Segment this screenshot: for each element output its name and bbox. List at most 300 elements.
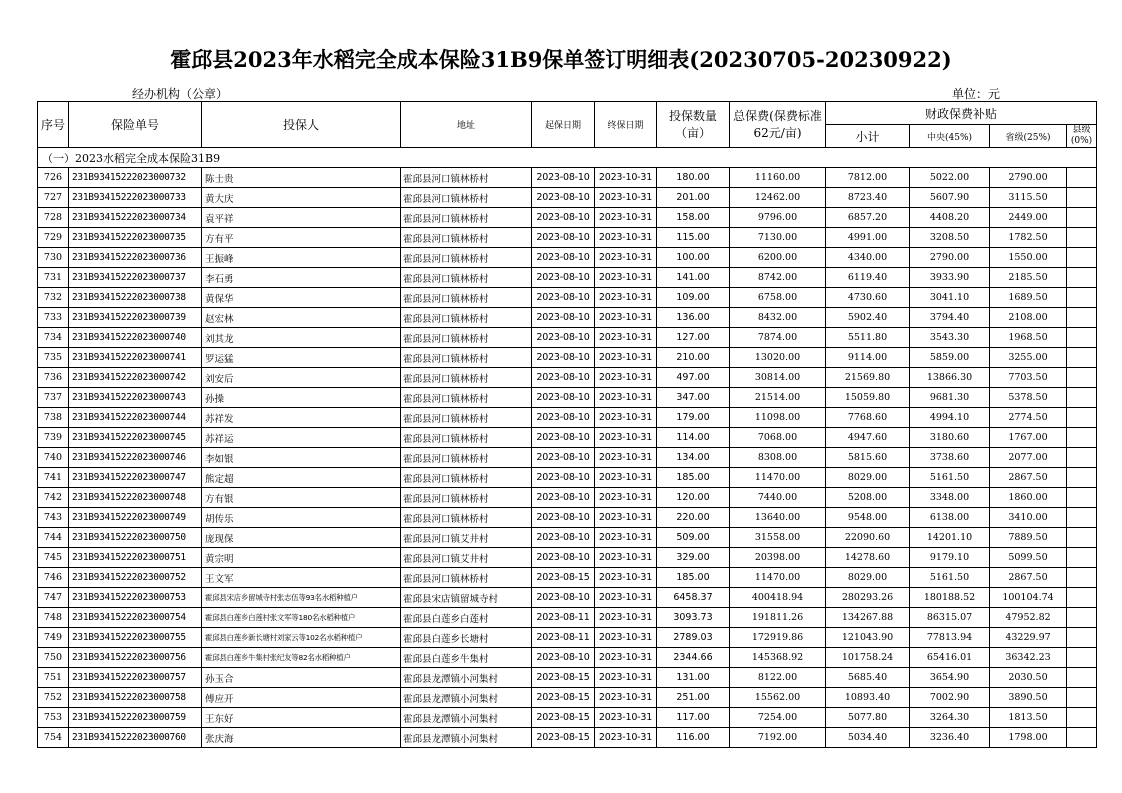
cell-provincial: 1860.00	[990, 488, 1067, 508]
table-row	[38, 188, 1097, 208]
cell-quantity: 134.00	[657, 448, 730, 468]
cell-premium: 7254.00	[730, 708, 826, 728]
cell-premium: 8122.00	[730, 668, 826, 688]
cell-address: 霍邱县河口镇林桥村	[401, 308, 532, 328]
cell-subtotal: 5685.40	[826, 668, 910, 688]
cell-end-date: 2023-10-31	[595, 508, 657, 528]
cell-premium: 7192.00	[730, 728, 826, 748]
cell-seq: 730	[38, 248, 69, 268]
cell-policy-no: 231B93415222023000748	[69, 488, 202, 508]
cell-seq: 748	[38, 608, 69, 628]
cell-subtotal: 4947.60	[826, 428, 910, 448]
cell-end-date: 2023-10-31	[595, 628, 657, 648]
header-quantity: 投保数量（亩）	[657, 102, 730, 148]
cell-address: 霍邱县龙潭镇小河集村	[401, 728, 532, 748]
cell-start-date: 2023-08-10	[532, 328, 595, 348]
cell-end-date: 2023-10-31	[595, 248, 657, 268]
cell-end-date: 2023-10-31	[595, 728, 657, 748]
cell-provincial: 3890.50	[990, 688, 1067, 708]
cell-premium: 191811.26	[730, 608, 826, 628]
cell-central: 9179.10	[910, 548, 990, 568]
cell-policy-no: 231B93415222023000753	[69, 588, 202, 608]
cell-county	[1067, 208, 1097, 228]
table-row	[38, 568, 1097, 588]
cell-central: 3933.90	[910, 268, 990, 288]
table-row	[38, 268, 1097, 288]
cell-start-date: 2023-08-15	[532, 708, 595, 728]
cell-premium: 11098.00	[730, 408, 826, 428]
cell-insured: 方有银	[202, 488, 401, 508]
cell-insured: 庞现保	[202, 528, 401, 548]
cell-provincial: 2449.00	[990, 208, 1067, 228]
cell-start-date: 2023-08-10	[532, 528, 595, 548]
cell-provincial: 2790.00	[990, 168, 1067, 188]
cell-address: 霍邱县河口镇林桥村	[401, 428, 532, 448]
cell-insured: 胡传乐	[202, 508, 401, 528]
cell-central: 14201.10	[910, 528, 990, 548]
cell-quantity: 109.00	[657, 288, 730, 308]
cell-seq: 752	[38, 688, 69, 708]
cell-premium: 8742.00	[730, 268, 826, 288]
cell-quantity: 251.00	[657, 688, 730, 708]
cell-central: 3738.60	[910, 448, 990, 468]
cell-start-date: 2023-08-10	[532, 348, 595, 368]
cell-provincial: 7889.50	[990, 528, 1067, 548]
cell-premium: 145368.92	[730, 648, 826, 668]
cell-address: 霍邱县河口镇林桥村	[401, 408, 532, 428]
cell-subtotal: 15059.80	[826, 388, 910, 408]
table-row	[38, 448, 1097, 468]
table-row	[38, 168, 1097, 188]
cell-end-date: 2023-10-31	[595, 188, 657, 208]
cell-insured: 赵宏林	[202, 308, 401, 328]
cell-seq: 750	[38, 648, 69, 668]
cell-central: 86315.07	[910, 608, 990, 628]
cell-premium: 8308.00	[730, 448, 826, 468]
cell-end-date: 2023-10-31	[595, 408, 657, 428]
cell-provincial: 2108.00	[990, 308, 1067, 328]
cell-seq: 736	[38, 368, 69, 388]
cell-premium: 400418.94	[730, 588, 826, 608]
cell-end-date: 2023-10-31	[595, 228, 657, 248]
cell-start-date: 2023-08-11	[532, 628, 595, 648]
cell-premium: 7130.00	[730, 228, 826, 248]
cell-insured: 王文军	[202, 568, 401, 588]
cell-start-date: 2023-08-10	[532, 208, 595, 228]
cell-subtotal: 7768.60	[826, 408, 910, 428]
cell-start-date: 2023-08-10	[532, 388, 595, 408]
cell-quantity: 220.00	[657, 508, 730, 528]
header-insured: 投保人	[202, 102, 401, 148]
cell-policy-no: 231B93415222023000749	[69, 508, 202, 528]
cell-provincial: 2867.50	[990, 568, 1067, 588]
cell-subtotal: 280293.26	[826, 588, 910, 608]
cell-address: 霍邱县河口镇林桥村	[401, 288, 532, 308]
cell-provincial: 1798.00	[990, 728, 1067, 748]
cell-start-date: 2023-08-10	[532, 268, 595, 288]
cell-provincial: 36342.23	[990, 648, 1067, 668]
cell-central: 5859.00	[910, 348, 990, 368]
section-label: （一）2023水稻完全成本保险31B9	[38, 148, 1097, 168]
cell-county	[1067, 228, 1097, 248]
cell-county	[1067, 548, 1097, 568]
cell-central: 3543.30	[910, 328, 990, 348]
cell-start-date: 2023-08-10	[532, 588, 595, 608]
cell-premium: 13640.00	[730, 508, 826, 528]
cell-seq: 729	[38, 228, 69, 248]
table-row	[38, 428, 1097, 448]
cell-insured: 黄保华	[202, 288, 401, 308]
header-central: 中央(45%)	[910, 125, 990, 148]
cell-premium: 8432.00	[730, 308, 826, 328]
cell-insured: 李石勇	[202, 268, 401, 288]
cell-premium: 15562.00	[730, 688, 826, 708]
cell-address: 霍邱县河口镇林桥村	[401, 568, 532, 588]
cell-quantity: 100.00	[657, 248, 730, 268]
cell-central: 3794.40	[910, 308, 990, 328]
cell-county	[1067, 428, 1097, 448]
cell-central: 7002.90	[910, 688, 990, 708]
cell-quantity: 120.00	[657, 488, 730, 508]
header-subtotal: 小计	[826, 125, 910, 148]
cell-provincial: 2030.50	[990, 668, 1067, 688]
cell-end-date: 2023-10-31	[595, 688, 657, 708]
cell-quantity: 115.00	[657, 228, 730, 248]
cell-insured: 罗运猛	[202, 348, 401, 368]
cell-county	[1067, 308, 1097, 328]
header-address: 地址	[401, 102, 532, 148]
cell-end-date: 2023-10-31	[595, 668, 657, 688]
cell-policy-no: 231B93415222023000752	[69, 568, 202, 588]
cell-provincial: 1767.00	[990, 428, 1067, 448]
cell-premium: 11470.00	[730, 568, 826, 588]
cell-seq: 728	[38, 208, 69, 228]
cell-premium: 11160.00	[730, 168, 826, 188]
cell-county	[1067, 728, 1097, 748]
cell-end-date: 2023-10-31	[595, 588, 657, 608]
cell-premium: 11470.00	[730, 468, 826, 488]
cell-seq: 727	[38, 188, 69, 208]
cell-premium: 12462.00	[730, 188, 826, 208]
cell-start-date: 2023-08-15	[532, 728, 595, 748]
cell-end-date: 2023-10-31	[595, 568, 657, 588]
cell-insured: 王东好	[202, 708, 401, 728]
cell-insured: 霍邱县白莲乡白莲村张文军等180名水稻种植户	[202, 608, 401, 628]
cell-quantity: 347.00	[657, 388, 730, 408]
cell-insured: 霍邱县宋店乡留城寺村张志伍等93名水稻种植户	[202, 588, 401, 608]
cell-central: 65416.01	[910, 648, 990, 668]
cell-subtotal: 5815.60	[826, 448, 910, 468]
table-row	[38, 688, 1097, 708]
cell-seq: 737	[38, 388, 69, 408]
cell-provincial: 1968.50	[990, 328, 1067, 348]
cell-quantity: 185.00	[657, 568, 730, 588]
cell-insured: 袁平祥	[202, 208, 401, 228]
cell-county	[1067, 268, 1097, 288]
cell-policy-no: 231B93415222023000743	[69, 388, 202, 408]
cell-seq: 754	[38, 728, 69, 748]
cell-quantity: 6458.37	[657, 588, 730, 608]
header-premium: 总保费(保费标准62元/亩)	[730, 102, 826, 148]
cell-end-date: 2023-10-31	[595, 468, 657, 488]
table-row	[38, 608, 1097, 628]
cell-county	[1067, 708, 1097, 728]
page-title: 霍邱县2023年水稻完全成本保险31B9保单签订明细表(20230705-20230922)	[170, 47, 952, 72]
cell-premium: 6200.00	[730, 248, 826, 268]
cell-start-date: 2023-08-10	[532, 228, 595, 248]
cell-provincial: 7703.50	[990, 368, 1067, 388]
table-row	[38, 348, 1097, 368]
cell-county	[1067, 368, 1097, 388]
cell-policy-no: 231B93415222023000738	[69, 288, 202, 308]
cell-start-date: 2023-08-10	[532, 288, 595, 308]
agency-label: 经办机构（公章）	[132, 87, 229, 101]
cell-subtotal: 8029.00	[826, 568, 910, 588]
cell-provincial: 100104.74	[990, 588, 1067, 608]
cell-start-date: 2023-08-10	[532, 308, 595, 328]
cell-subtotal: 5034.40	[826, 728, 910, 748]
table-row	[38, 548, 1097, 568]
table-row	[38, 248, 1097, 268]
cell-quantity: 329.00	[657, 548, 730, 568]
cell-premium: 7440.00	[730, 488, 826, 508]
cell-quantity: 116.00	[657, 728, 730, 748]
cell-county	[1067, 188, 1097, 208]
cell-subtotal: 10893.40	[826, 688, 910, 708]
cell-subtotal: 134267.88	[826, 608, 910, 628]
cell-end-date: 2023-10-31	[595, 288, 657, 308]
cell-policy-no: 231B93415222023000754	[69, 608, 202, 628]
cell-seq: 741	[38, 468, 69, 488]
table-row	[38, 328, 1097, 348]
cell-quantity: 185.00	[657, 468, 730, 488]
cell-insured: 熊定超	[202, 468, 401, 488]
cell-policy-no: 231B93415222023000755	[69, 628, 202, 648]
cell-county	[1067, 568, 1097, 588]
cell-address: 霍邱县河口镇林桥村	[401, 208, 532, 228]
cell-end-date: 2023-10-31	[595, 708, 657, 728]
cell-policy-no: 231B93415222023000735	[69, 228, 202, 248]
cell-quantity: 3093.73	[657, 608, 730, 628]
cell-insured: 黄宗明	[202, 548, 401, 568]
cell-address: 霍邱县河口镇林桥村	[401, 188, 532, 208]
cell-start-date: 2023-08-10	[532, 168, 595, 188]
header-end-date: 终保日期	[595, 102, 657, 148]
cell-county	[1067, 408, 1097, 428]
cell-address: 霍邱县河口镇林桥村	[401, 448, 532, 468]
cell-provincial: 43229.97	[990, 628, 1067, 648]
cell-subtotal: 6119.40	[826, 268, 910, 288]
cell-provincial: 3410.00	[990, 508, 1067, 528]
cell-insured: 苏祥运	[202, 428, 401, 448]
cell-start-date: 2023-08-11	[532, 608, 595, 628]
cell-insured: 黄大庆	[202, 188, 401, 208]
cell-subtotal: 14278.60	[826, 548, 910, 568]
header-subsidy: 财政保费补贴	[826, 102, 1097, 125]
cell-county	[1067, 248, 1097, 268]
cell-seq: 740	[38, 448, 69, 468]
cell-subtotal: 8723.40	[826, 188, 910, 208]
cell-address: 霍邱县河口镇艾井村	[401, 548, 532, 568]
cell-seq: 745	[38, 548, 69, 568]
cell-address: 霍邱县河口镇林桥村	[401, 268, 532, 288]
cell-insured: 刘其龙	[202, 328, 401, 348]
cell-subtotal: 7812.00	[826, 168, 910, 188]
cell-policy-no: 231B93415222023000747	[69, 468, 202, 488]
cell-subtotal: 121043.90	[826, 628, 910, 648]
cell-central: 3236.40	[910, 728, 990, 748]
cell-insured: 张庆海	[202, 728, 401, 748]
cell-subtotal: 22090.60	[826, 528, 910, 548]
cell-address: 霍邱县河口镇林桥村	[401, 508, 532, 528]
cell-policy-no: 231B93415222023000733	[69, 188, 202, 208]
cell-seq: 735	[38, 348, 69, 368]
cell-county	[1067, 388, 1097, 408]
cell-central: 9681.30	[910, 388, 990, 408]
cell-provincial: 1782.50	[990, 228, 1067, 248]
table-row	[38, 588, 1097, 608]
cell-policy-no: 231B93415222023000739	[69, 308, 202, 328]
cell-policy-no: 231B93415222023000760	[69, 728, 202, 748]
cell-insured: 王振峰	[202, 248, 401, 268]
cell-central: 5607.90	[910, 188, 990, 208]
cell-end-date: 2023-10-31	[595, 348, 657, 368]
table-row	[38, 288, 1097, 308]
cell-central: 3041.10	[910, 288, 990, 308]
policy-table	[37, 101, 1097, 748]
cell-premium: 20398.00	[730, 548, 826, 568]
cell-central: 2790.00	[910, 248, 990, 268]
cell-provincial: 5378.50	[990, 388, 1067, 408]
cell-address: 霍邱县龙潭镇小河集村	[401, 668, 532, 688]
cell-start-date: 2023-08-10	[532, 188, 595, 208]
cell-provincial: 2867.50	[990, 468, 1067, 488]
cell-end-date: 2023-10-31	[595, 448, 657, 468]
cell-policy-no: 231B93415222023000758	[69, 688, 202, 708]
cell-quantity: 117.00	[657, 708, 730, 728]
cell-address: 霍邱县河口镇林桥村	[401, 248, 532, 268]
cell-start-date: 2023-08-10	[532, 648, 595, 668]
cell-seq: 743	[38, 508, 69, 528]
cell-address: 霍邱县龙潭镇小河集村	[401, 688, 532, 708]
cell-premium: 9796.00	[730, 208, 826, 228]
cell-address: 霍邱县宋店镇留城寺村	[401, 588, 532, 608]
cell-quantity: 2344.66	[657, 648, 730, 668]
cell-insured: 霍邱县白莲乡新长塘村刘家云等102名水稻种植户	[202, 628, 401, 648]
cell-quantity: 131.00	[657, 668, 730, 688]
cell-start-date: 2023-08-10	[532, 408, 595, 428]
cell-policy-no: 231B93415222023000737	[69, 268, 202, 288]
cell-premium: 21514.00	[730, 388, 826, 408]
cell-quantity: 136.00	[657, 308, 730, 328]
cell-premium: 31558.00	[730, 528, 826, 548]
cell-provincial: 2185.50	[990, 268, 1067, 288]
cell-subtotal: 9548.00	[826, 508, 910, 528]
cell-county	[1067, 468, 1097, 488]
cell-central: 4408.20	[910, 208, 990, 228]
cell-end-date: 2023-10-31	[595, 208, 657, 228]
cell-subtotal: 5902.40	[826, 308, 910, 328]
cell-quantity: 210.00	[657, 348, 730, 368]
cell-premium: 7068.00	[730, 428, 826, 448]
cell-policy-no: 231B93415222023000740	[69, 328, 202, 348]
cell-county	[1067, 688, 1097, 708]
cell-address: 霍邱县河口镇林桥村	[401, 388, 532, 408]
cell-quantity: 158.00	[657, 208, 730, 228]
cell-address: 霍邱县河口镇林桥村	[401, 488, 532, 508]
cell-premium: 172919.86	[730, 628, 826, 648]
cell-end-date: 2023-10-31	[595, 528, 657, 548]
cell-provincial: 3115.50	[990, 188, 1067, 208]
cell-policy-no: 231B93415222023000744	[69, 408, 202, 428]
cell-seq: 739	[38, 428, 69, 448]
cell-subtotal: 5511.80	[826, 328, 910, 348]
cell-insured: 李如银	[202, 448, 401, 468]
cell-insured: 孙玉合	[202, 668, 401, 688]
cell-policy-no: 231B93415222023000736	[69, 248, 202, 268]
cell-subtotal: 6857.20	[826, 208, 910, 228]
cell-seq: 749	[38, 628, 69, 648]
cell-insured: 霍邱县白莲乡牛集村张纪友等82名水稻种植户	[202, 648, 401, 668]
cell-county	[1067, 288, 1097, 308]
cell-premium: 7874.00	[730, 328, 826, 348]
table-row	[38, 308, 1097, 328]
cell-central: 13866.30	[910, 368, 990, 388]
cell-insured: 傅应开	[202, 688, 401, 708]
cell-end-date: 2023-10-31	[595, 308, 657, 328]
table-row	[38, 508, 1097, 528]
cell-start-date: 2023-08-10	[532, 468, 595, 488]
cell-provincial: 3255.00	[990, 348, 1067, 368]
cell-seq: 733	[38, 308, 69, 328]
cell-subtotal: 4991.00	[826, 228, 910, 248]
header-county: 县级(0%)	[1067, 125, 1097, 148]
cell-end-date: 2023-10-31	[595, 388, 657, 408]
cell-start-date: 2023-08-10	[532, 548, 595, 568]
unit-label: 单位：元	[952, 87, 1001, 101]
cell-provincial: 5099.50	[990, 548, 1067, 568]
cell-start-date: 2023-08-15	[532, 688, 595, 708]
cell-central: 3348.00	[910, 488, 990, 508]
table-row	[38, 488, 1097, 508]
cell-county	[1067, 448, 1097, 468]
cell-policy-no: 231B93415222023000750	[69, 528, 202, 548]
cell-provincial: 2774.50	[990, 408, 1067, 428]
cell-county	[1067, 528, 1097, 548]
cell-seq: 747	[38, 588, 69, 608]
cell-end-date: 2023-10-31	[595, 608, 657, 628]
header-policy-no: 保险单号	[69, 102, 202, 148]
cell-central: 3208.50	[910, 228, 990, 248]
cell-provincial: 2077.00	[990, 448, 1067, 468]
cell-subtotal: 9114.00	[826, 348, 910, 368]
cell-end-date: 2023-10-31	[595, 368, 657, 388]
cell-quantity: 497.00	[657, 368, 730, 388]
cell-central: 180188.52	[910, 588, 990, 608]
table-row	[38, 468, 1097, 488]
cell-subtotal: 8029.00	[826, 468, 910, 488]
cell-premium: 13020.00	[730, 348, 826, 368]
cell-seq: 744	[38, 528, 69, 548]
cell-central: 3264.30	[910, 708, 990, 728]
header-seq: 序号	[38, 102, 69, 148]
cell-county	[1067, 508, 1097, 528]
cell-seq: 734	[38, 328, 69, 348]
table-row	[38, 388, 1097, 408]
cell-insured: 孙操	[202, 388, 401, 408]
cell-policy-no: 231B93415222023000732	[69, 168, 202, 188]
cell-address: 霍邱县白莲乡白莲村	[401, 608, 532, 628]
